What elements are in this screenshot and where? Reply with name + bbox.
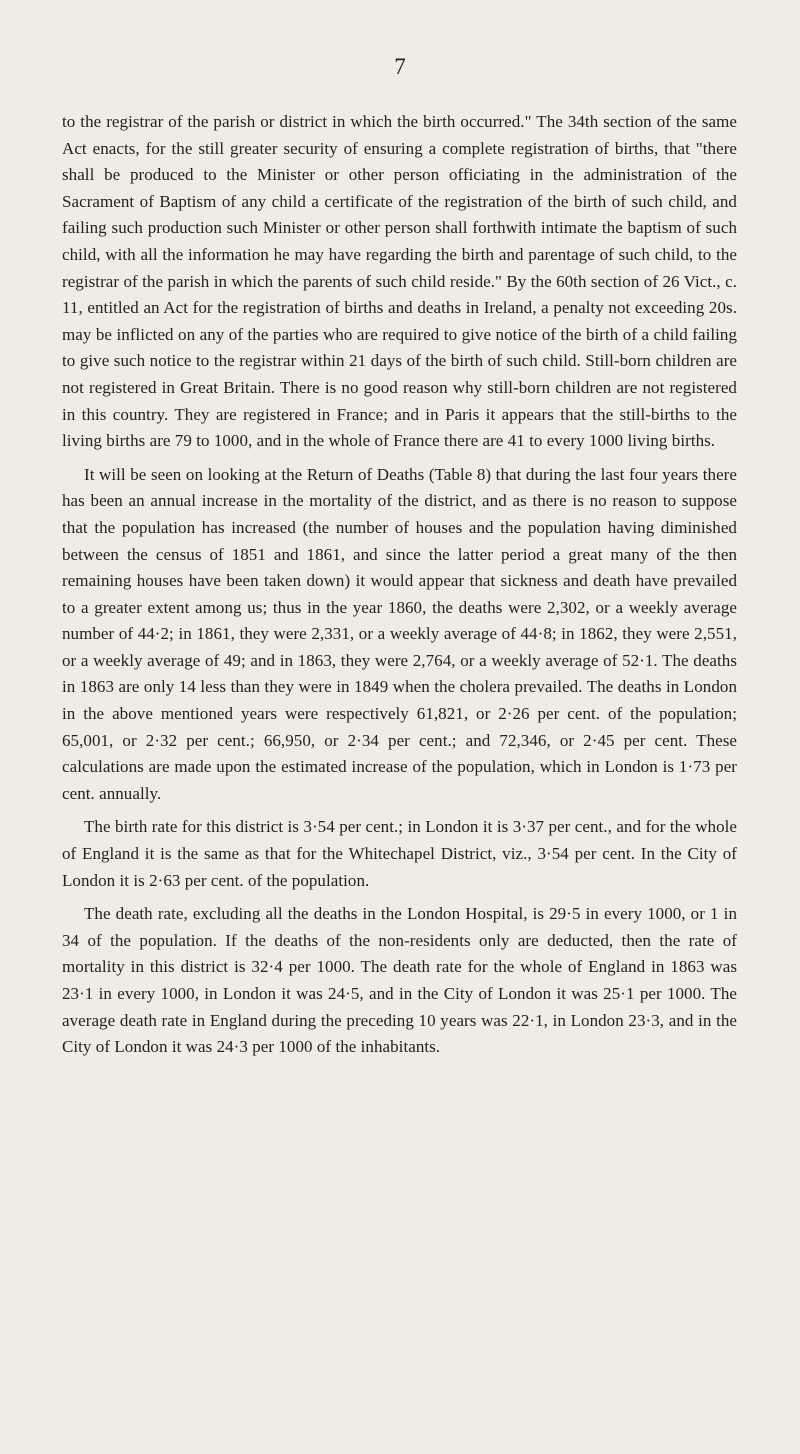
paragraph-1: to the registrar of the parish or district in which the birth occurred." The 34th section of the same Act enacts, for the still greater security of ensuring a complete registration of births, that "there shall be produced to the Minister or other person officiating in the administration of the Sacrament of Baptism of any child a certificate of the registration of the birth of such child, and failing such production such Minister or other person shall forthwith intimate the baptism of such child, with all the information he may have regarding the birth and parentage of such child, to the registrar of the parish in which the parents of such child reside." By the 60th section of 26 Vict., c. 11, entitled an Act for the registration of births and deaths in Ireland, a penalty not exceeding 20s. may be inflicted on any of the parties who are required to give notice of the birth of a child failing to give such notice to the registrar within 21 days of the birth of such child. Still-born children are not registered in Great Britain. There is no good reason why still-born children are not registered in this country. They are registered in France; and in Paris it appears that the still-births to the living births are 79 to 1000, and in the whole of France there are 41 to every 1000 living births. (62, 112, 737, 451)
paragraph-4: The death rate, excluding all the deaths in the London Hospital, is 29·5 in every 1000, or 1 in 34 of the population. If the deaths of the non-residents only are deducted, then the rate of mortality in this district is 32·4 per 1000. The death rate for the whole of England in 1863 was 23·1 in every 1000, in London it was 24·5, and in the City of London it was 25·1 per 1000. The average death rate in England during the preceding 10 years was 22·1, in London 23·3, and in the City of London it was 24·3 per 1000 of the inhabitants. (62, 904, 737, 1057)
page-number: 7 (394, 54, 406, 79)
body-text (62, 109, 737, 1068)
paragraph-2: It will be seen on looking at the Return of Deaths (Table 8) that during the last four years there has been an annual increase in the mortality of the district, and as there is no reason to suppose that the population has increased (the number of houses and the population having diminished between the census of 1851 and 1861, and since the latter period a great many of the then remaining houses have been taken down) it would appear that sickness and death have prevailed to a greater extent among us; thus in the year 1860, the deaths were 2,302, or a weekly average number of 44·2; in 1861, they were 2,331, or a weekly average of 44·8; in 1862, they were 2,551, or a weekly average of 49; and in 1863, they were 2,764, or a weekly average of 52·1. The deaths in 1863 are only 14 less than they were in 1849 when the cholera prevailed. The deaths in London in the above mentioned years were respectively 61,821, or 2·26 per cent. of the population; 65,001, or 2·32 per cent.; 66,950, or 2·34 per cent.; and 72,346, or 2·45 per cent. These calculations are made upon the estimated increase of the population, which in London is 1·73 per cent. annually. (62, 464, 737, 803)
paragraph-3: The birth rate for this district is 3·54 per cent.; in London it is 3·37 per cent., and for the whole of England it is the same as that for the Whitechapel District, viz., 3·54 per cent. In the City of London it is 2·63 per cent. of the population. (62, 817, 737, 890)
